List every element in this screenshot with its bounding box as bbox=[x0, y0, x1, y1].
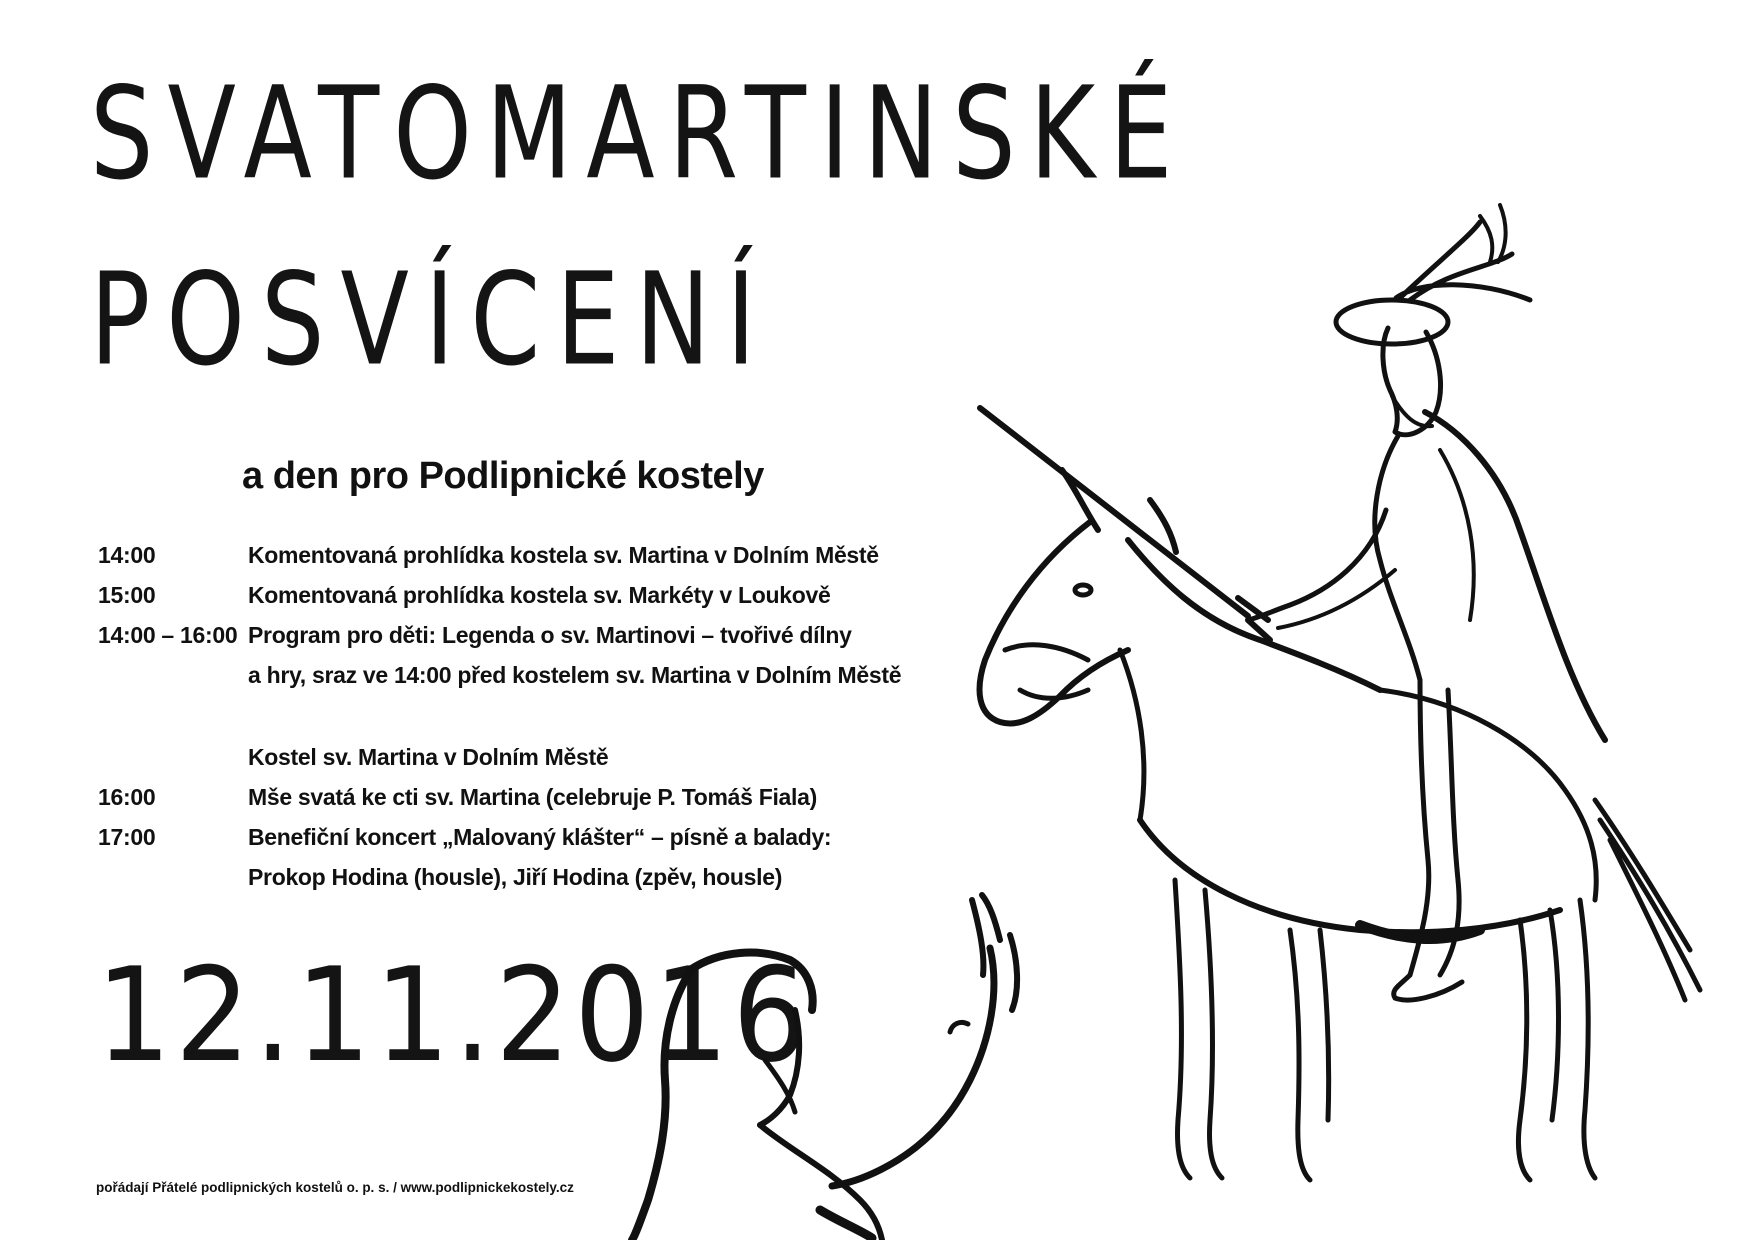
horse-belly bbox=[1140, 820, 1560, 932]
schedule-time: 15:00 bbox=[98, 581, 156, 608]
horse-mane bbox=[1128, 540, 1380, 690]
beggar-body bbox=[760, 1125, 882, 1240]
horse-hind-leg-2 bbox=[1580, 900, 1595, 1178]
schedule-description: Komentovaná prohlídka kostela sv. Martina v Dolním Městě bbox=[248, 541, 879, 568]
beggar-hood bbox=[690, 953, 813, 1010]
rider-cloak-back bbox=[1425, 412, 1605, 740]
rider-cloak-fold bbox=[1440, 450, 1474, 620]
rider-torso bbox=[1375, 436, 1420, 680]
schedule-description: Prokop Hodina (housle), Jiří Hodina (zpěv, housle) bbox=[248, 863, 783, 890]
poster-subtitle: a den pro Podlipnické kostely bbox=[242, 455, 764, 497]
event-date: 12.11.2016 bbox=[96, 939, 812, 1091]
horse-head bbox=[980, 522, 1128, 723]
schedule-time: 14:00 bbox=[98, 541, 156, 568]
horse-back bbox=[1380, 690, 1596, 900]
hat-plume bbox=[1396, 222, 1530, 300]
horse-eye bbox=[1075, 585, 1091, 595]
horse-bridle bbox=[1005, 645, 1088, 698]
schedule-time: 16:00 bbox=[98, 783, 156, 810]
schedule-description: Komentovaná prohlídka kostela sv. Markéty v Loukově bbox=[248, 581, 831, 608]
poster-title-line2: POSVÍCENÍ bbox=[90, 244, 772, 395]
sword-blade bbox=[980, 408, 1248, 616]
rider-arm bbox=[1248, 510, 1386, 620]
schedule-time: 17:00 bbox=[98, 823, 156, 850]
schedule-description: Benefiční koncert „Malovaný klášter“ – písně a balady: bbox=[248, 823, 832, 850]
saint-martin-on-horse-illustration bbox=[980, 205, 1700, 1180]
schedule-description: a hry, sraz ve 14:00 před kostelem sv. Martina v Dolním Městě bbox=[248, 661, 902, 688]
beggar-wrist-band bbox=[950, 1022, 968, 1032]
plume-curl bbox=[1480, 205, 1506, 262]
horse-front-leg bbox=[1175, 880, 1222, 1178]
horse-front-leg-2 bbox=[1290, 930, 1329, 1180]
schedule-description: Mše svatá ke cti sv. Martina (celebruje P. Tomáš Fiala) bbox=[248, 783, 817, 810]
rider-boot bbox=[1394, 975, 1462, 1000]
poster-title-line1: SVATOMARTINSKÉ bbox=[90, 58, 1187, 209]
horse-tail bbox=[1595, 800, 1700, 1000]
horse-hind-leg bbox=[1518, 910, 1558, 1180]
horse-neck-front bbox=[1120, 650, 1144, 820]
beggar-arm-raised bbox=[832, 948, 994, 1186]
schedule-description: Program pro děti: Legenda o sv. Martinovi – tvořivé dílny bbox=[248, 621, 852, 648]
beggar-robe-shadow bbox=[820, 1210, 872, 1238]
organizer-footer: pořádají Přátelé podlipnických kostelů o. p. s. / www.podlipnickekostely.cz bbox=[96, 1180, 574, 1195]
beggar-hair bbox=[632, 972, 690, 1240]
beggar-illustration bbox=[632, 895, 1017, 1240]
schedule-location: Kostel sv. Martina v Dolním Městě bbox=[248, 743, 609, 770]
schedule-time: 14:00 – 16:00 bbox=[98, 621, 238, 648]
